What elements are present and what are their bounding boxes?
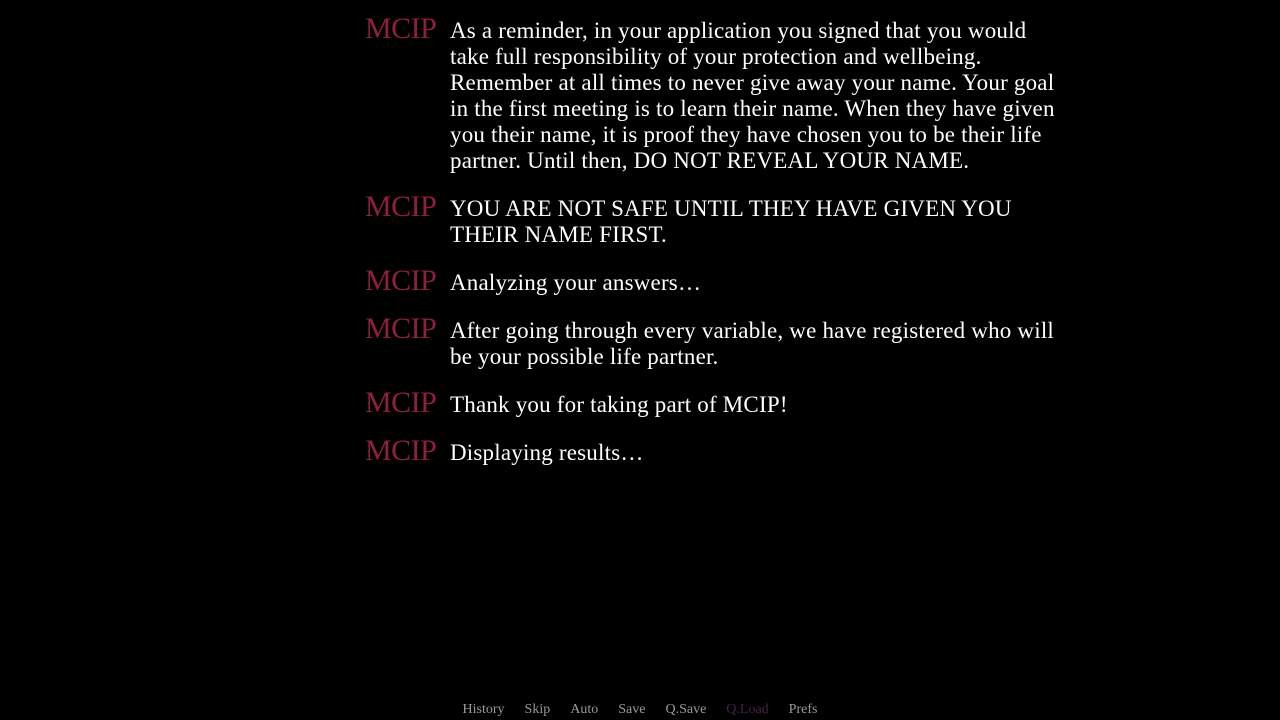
history-entry <box>365 314 1055 370</box>
history-entry <box>365 14 1055 174</box>
speaker-name: MCIP <box>365 12 437 45</box>
history-entry <box>365 388 1055 418</box>
speaker-name: MCIP <box>365 312 437 345</box>
save-button[interactable]: Save <box>618 702 646 717</box>
dialogue-text: After going through every variable, we have registered who will be your possible life partner. <box>450 318 1055 369</box>
preferences-button[interactable]: Prefs <box>788 702 818 717</box>
history-entry <box>365 266 1055 296</box>
history-entry <box>365 192 1055 248</box>
speaker-name: MCIP <box>365 190 437 223</box>
history-button[interactable]: History <box>462 702 505 717</box>
speaker-name: MCIP <box>365 264 437 297</box>
speaker-name: MCIP <box>365 434 437 467</box>
quick-load-button[interactable]: Q.Load <box>726 702 769 717</box>
dialogue-text: As a reminder, in your application you signed that you would take full responsibility of your protection and wellbeing. Remember at all times to never give away your name. Your goal in the first meeting is to learn their name. When they have given you their name, it is proof they have chosen you to be their life partner. Until then, DO NOT REVEAL YOUR NAME. <box>450 18 1055 173</box>
dialogue-history <box>365 14 1055 484</box>
dialogue-text: Analyzing your answers… <box>450 270 702 295</box>
quick-menu <box>0 702 1280 718</box>
speaker-name: MCIP <box>365 386 437 419</box>
quick-save-button[interactable]: Q.Save <box>665 702 707 717</box>
auto-button[interactable]: Auto <box>570 702 599 717</box>
dialogue-text: Displaying results… <box>450 440 644 465</box>
history-entry <box>365 436 1055 466</box>
dialogue-text: YOU ARE NOT SAFE UNTIL THEY HAVE GIVEN YOU THEIR NAME FIRST. <box>450 196 1012 247</box>
skip-button[interactable]: Skip <box>524 702 551 717</box>
dialogue-text: Thank you for taking part of MCIP! <box>450 392 788 417</box>
